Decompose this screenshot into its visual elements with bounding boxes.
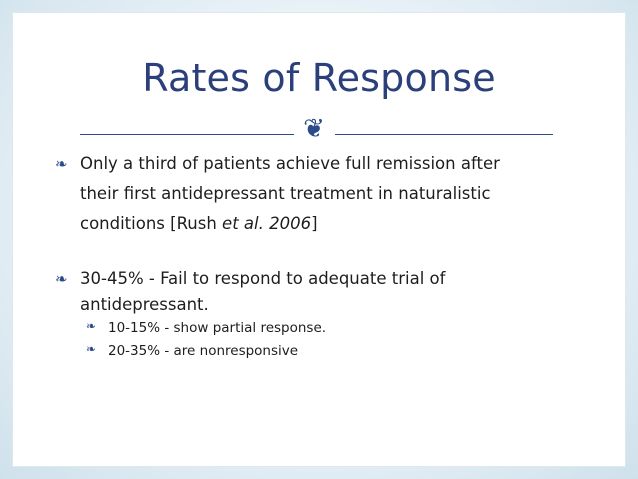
rose-ornament-icon: ❦ [303, 114, 325, 144]
bullet-1-line-3-prefix: conditions [Rush [80, 214, 223, 233]
bullet-2-line-2: antidepressant. [80, 295, 209, 314]
rose-bullet-icon: ❧ [86, 319, 97, 333]
bullet-1-line-2: their first antidepressant treatment in naturalistic [80, 184, 491, 203]
sub-bullet-2: 20-35% - are nonresponsive [108, 343, 299, 359]
slide-title: Rates of Response [142, 56, 496, 100]
rose-bullet-icon: ❧ [55, 155, 68, 173]
bullet-1-line-3 [80, 212, 550, 236]
bullet-2-line-1: 30-45% - Fail to respond to adequate trial of [80, 269, 446, 288]
title-divider-right [335, 134, 553, 135]
rose-bullet-icon: ❧ [86, 342, 97, 356]
bullet-1-line-3-suffix: ] [311, 214, 318, 233]
title-divider-left [80, 134, 294, 135]
bullet-1-line-1: Only a third of patients achieve full remission after [80, 154, 500, 173]
citation-italic: et al. 2006 [222, 214, 312, 233]
rose-bullet-icon: ❧ [55, 270, 68, 288]
sub-bullet-1: 10-15% - show partial response. [108, 320, 327, 336]
